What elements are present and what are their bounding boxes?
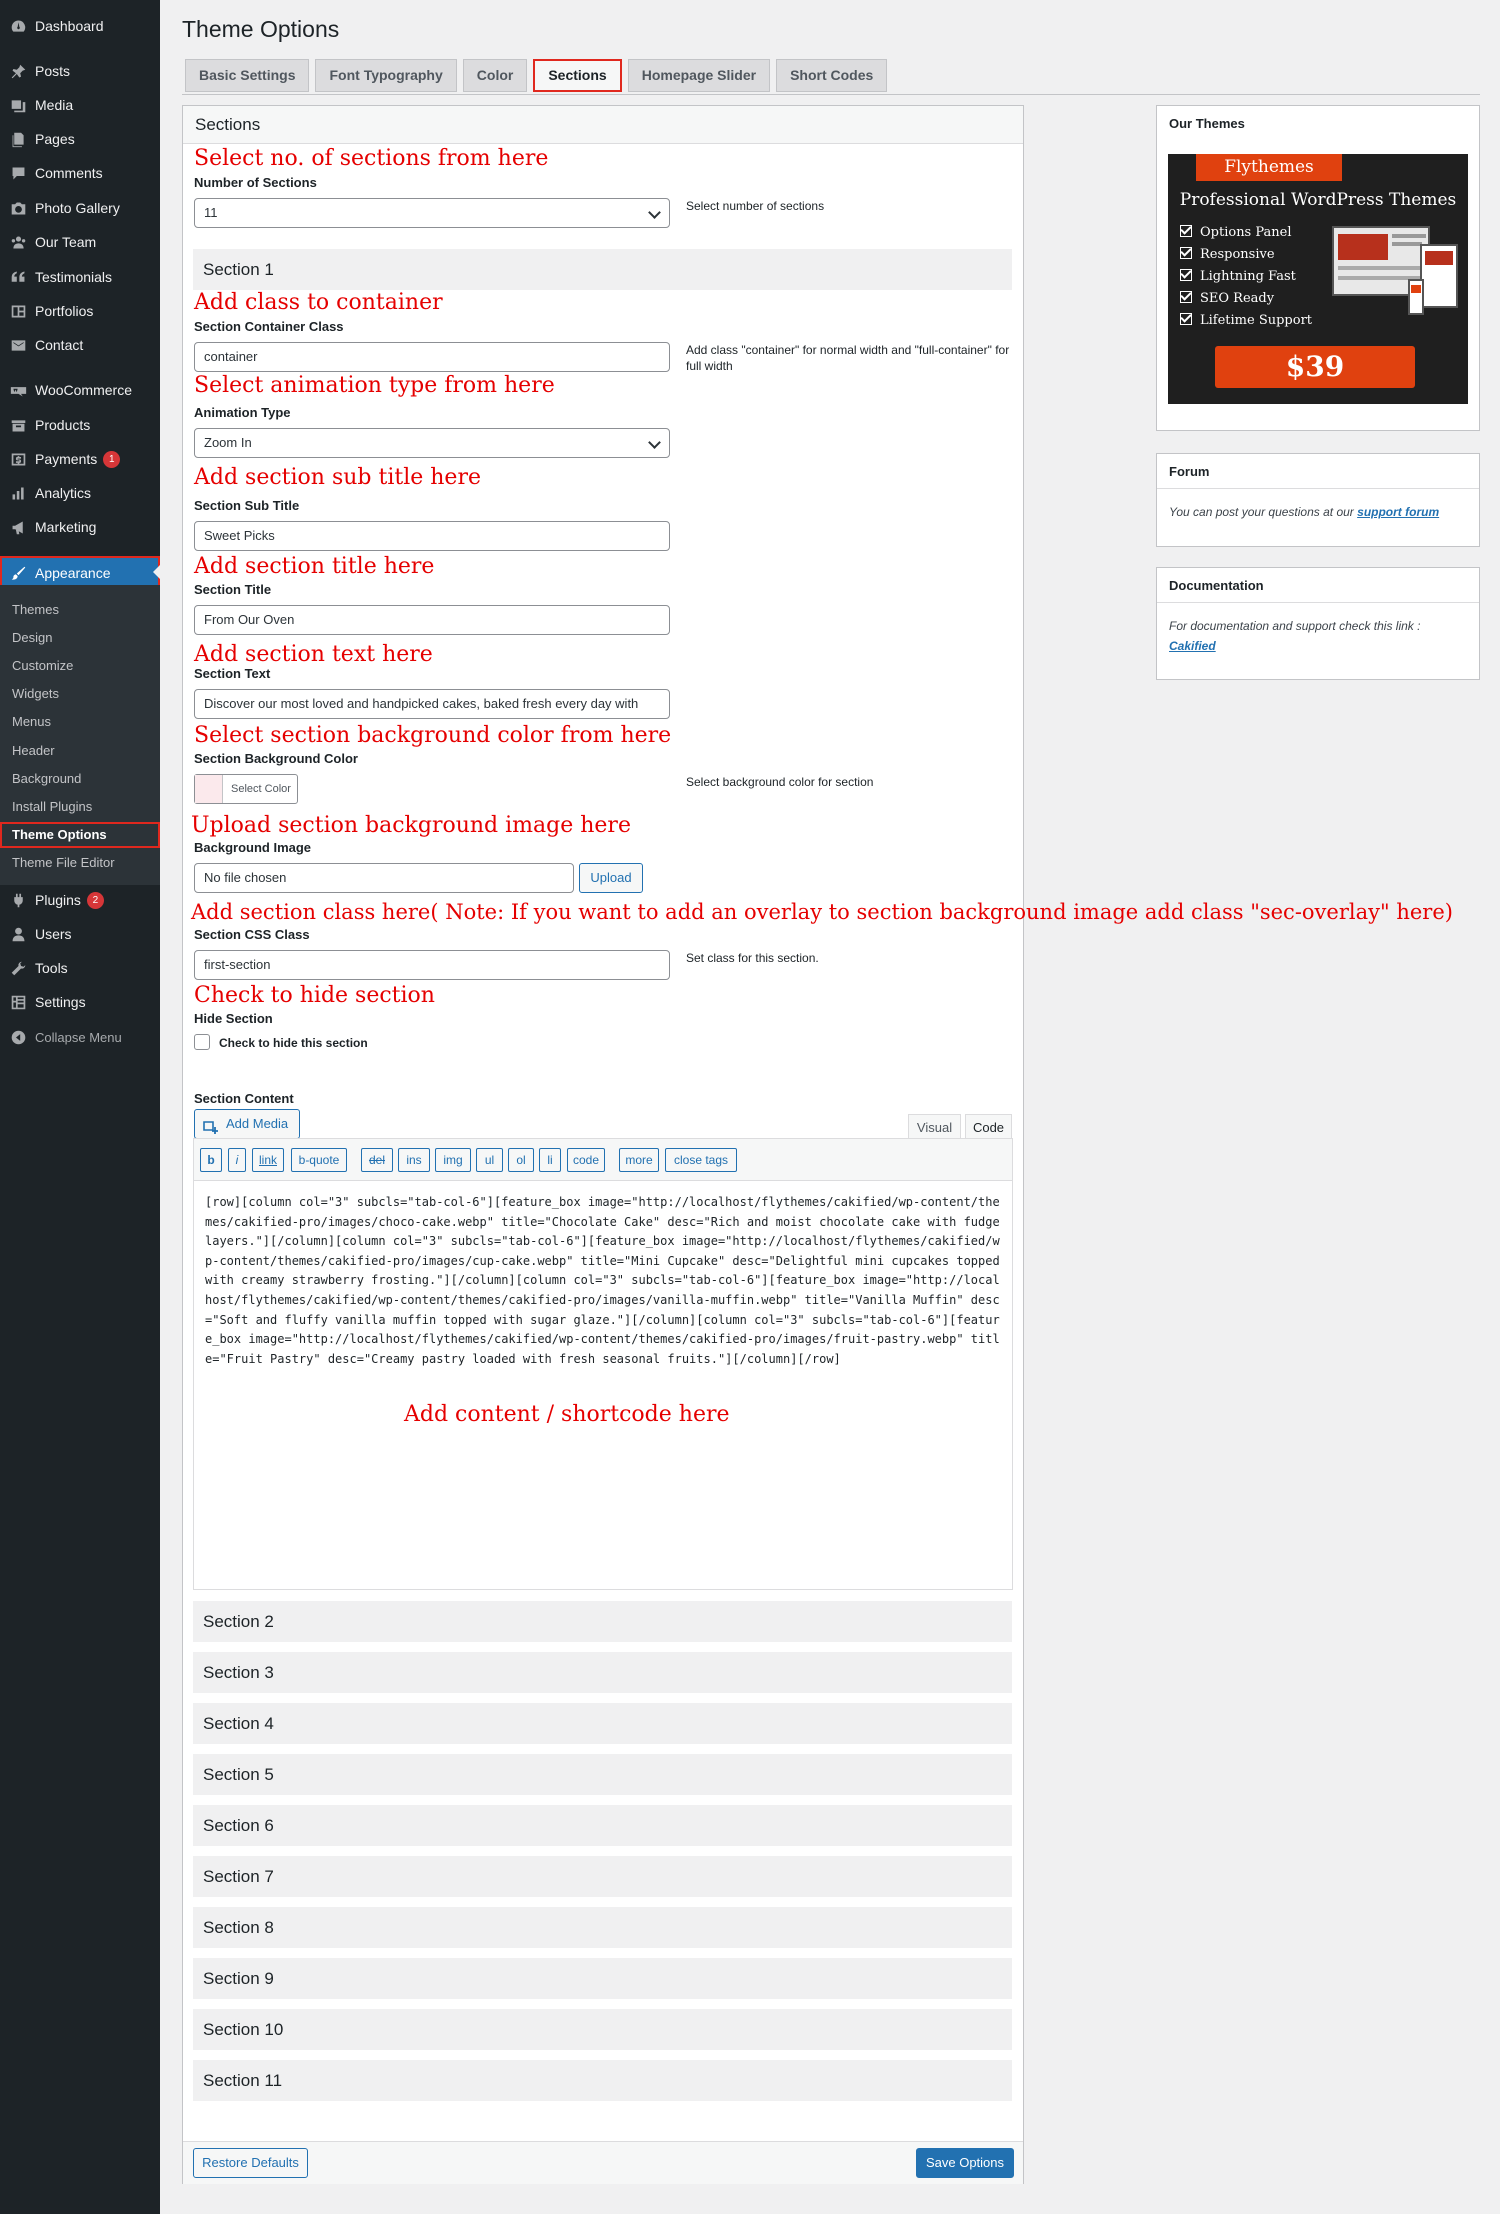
- section-8-header[interactable]: Section 8: [193, 1907, 1012, 1948]
- section-6-header[interactable]: Section 6: [193, 1805, 1012, 1846]
- admin-sidebar: [0, 0, 160, 2214]
- hide-section-checkbox[interactable]: [194, 1034, 210, 1050]
- annotation-cssclass: Add section class here( Note: If you want to add an overlay to section background image add class "sec-overlay" here): [191, 900, 1453, 924]
- banner-headline: Professional WordPress Themes: [1179, 190, 1457, 210]
- quicktag-ul[interactable]: ul: [476, 1148, 503, 1172]
- banner-price: $39: [1215, 346, 1415, 388]
- cakified-docs-link[interactable]: Cakified: [1169, 639, 1216, 653]
- plugins-count-badge: 2: [87, 892, 104, 909]
- save-options-button[interactable]: Save Options: [916, 2148, 1014, 2178]
- number-of-sections-select[interactable]: 11: [194, 198, 670, 228]
- submenu-menus[interactable]: Menus: [12, 714, 52, 729]
- annotation-container: Add class to container: [194, 290, 443, 315]
- select-color-button[interactable]: Select Color: [194, 774, 298, 804]
- checkbox-icon: [1180, 291, 1192, 303]
- container-class-label: Section Container Class: [194, 319, 344, 334]
- menu-appearance[interactable]: Appearance: [0, 556, 160, 590]
- quicktag-close-tags[interactable]: close tags: [665, 1148, 737, 1172]
- quicktag-more[interactable]: more: [619, 1148, 659, 1172]
- add-media-button[interactable]: Add Media: [194, 1109, 300, 1139]
- menu-our-team[interactable]: Our Team: [0, 226, 160, 258]
- tab-basic-settings[interactable]: Basic Settings: [185, 59, 309, 92]
- section-5-header[interactable]: Section 5: [193, 1754, 1012, 1795]
- section-7-header[interactable]: Section 7: [193, 1856, 1012, 1897]
- menu-media[interactable]: Media: [0, 89, 160, 121]
- tablet-mockup-image: [1420, 244, 1458, 308]
- quicktag-li[interactable]: li: [539, 1148, 561, 1172]
- section-3-header[interactable]: Section 3: [193, 1652, 1012, 1693]
- banner-feature: Options Panel: [1180, 224, 1292, 240]
- quicktag-code[interactable]: code: [567, 1148, 605, 1172]
- checkbox-icon: [1180, 225, 1192, 237]
- checkbox-icon: [1180, 269, 1192, 281]
- css-class-hint: Set class for this section.: [686, 951, 819, 965]
- submenu-theme-options[interactable]: Theme Options: [0, 822, 160, 848]
- menu-comments[interactable]: Comments: [0, 157, 160, 189]
- team-icon: [8, 232, 28, 252]
- checkbox-icon: [1180, 313, 1192, 325]
- container-class-hint: Add class "container" for normal width and "full-container" for full width: [686, 343, 1010, 373]
- flythemes-banner[interactable]: [1168, 154, 1468, 404]
- animation-type-select[interactable]: Zoom In: [194, 428, 670, 458]
- panel-footer: [183, 2141, 1023, 2184]
- collapse-menu-button[interactable]: Collapse Menu: [0, 1021, 160, 1053]
- hide-section-checkbox-label: Check to hide this section: [219, 1036, 368, 1050]
- documentation-box: [1156, 567, 1480, 680]
- portfolio-icon: [8, 301, 28, 321]
- menu-photo-gallery[interactable]: Photo Gallery: [0, 192, 160, 224]
- container-class-input[interactable]: container: [194, 342, 670, 372]
- editor-tab-code[interactable]: Code: [965, 1114, 1012, 1140]
- section-9-header[interactable]: Section 9: [193, 1958, 1012, 1999]
- section-content-code: [row][column col="3" subcls="tab-col-6"][feature_box image="http://localhost/flythemes/cakified/wp-content/themes/cakified-pro/images/choco-cake.webp" title="Chocolate Cake" desc="Rich and moist chocolate cake with fudge layers."][/column][column col="3" subcls="tab-col-6"][feature_box image="http://localhost/flythemes/cakified/wp-content/themes/cakified-pro/images/cup-cake.webp" title="Mini Cupcake" desc="Delightful mini cupcakes topped with creamy strawberry frosting."][/column][column col="3" subcls="tab-col-6"][feature_box image="http://localhost/flythemes/cakified/wp-content/themes/cakified-pro/images/vanilla-muffin.webp" title="Vanilla Muffin" desc="Soft and fluffy vanilla muffin topped with sugar glaze."][/column][column col="3" subcls="tab-col-6"][feature_box image="http://localhost/flythemes/cakified/wp-content/themes/cakified-pro/images/fruit-pastry.webp" title="Fruit Pastry" desc="Creamy pastry loaded with fresh seasonal fruits."][/column][/row]: [205, 1195, 1000, 1366]
- section-title-label: Section Title: [194, 582, 272, 597]
- css-class-label: Section CSS Class: [194, 927, 310, 942]
- quicktag-img[interactable]: img: [435, 1148, 471, 1172]
- menu-pages[interactable]: Pages: [0, 123, 160, 155]
- banner-feature: Lifetime Support: [1180, 312, 1312, 328]
- hide-section-label: Hide Section: [194, 1011, 273, 1026]
- menu-products[interactable]: Products: [0, 409, 160, 441]
- payments-icon: [8, 449, 28, 469]
- appearance-submenu: [0, 585, 160, 885]
- woo-icon: [8, 380, 28, 400]
- annotation-bgimage: Upload section background image here: [191, 813, 631, 838]
- products-icon: [8, 415, 28, 435]
- submenu-customize[interactable]: Customize: [12, 658, 74, 673]
- bg-image-label: Background Image: [194, 840, 312, 855]
- menu-tools[interactable]: Tools: [0, 952, 160, 984]
- number-of-sections-hint: Select number of sections: [686, 199, 825, 213]
- tools-icon: [8, 958, 28, 978]
- tab-sections[interactable]: Sections: [533, 59, 621, 92]
- divider: [1157, 602, 1479, 603]
- add-media-icon: [203, 1117, 219, 1131]
- annotation-bgcolor: Select section background color from here: [194, 723, 672, 748]
- menu-users[interactable]: Users: [0, 918, 160, 950]
- submenu-theme-file-editor[interactable]: Theme File Editor: [12, 855, 115, 870]
- section-2-header[interactable]: Section 2: [193, 1601, 1012, 1642]
- pin-icon: [8, 61, 28, 81]
- banner-feature: SEO Ready: [1180, 290, 1274, 306]
- menu-portfolios[interactable]: Portfolios: [0, 295, 160, 327]
- upload-button[interactable]: Upload: [579, 863, 643, 893]
- panel-title: Sections: [195, 115, 261, 134]
- quicktag-del[interactable]: del: [361, 1148, 393, 1172]
- phone-mockup-image: [1408, 279, 1424, 315]
- quicktag-i[interactable]: i: [228, 1148, 246, 1172]
- quicktag-b[interactable]: b: [200, 1148, 222, 1172]
- brush-icon: [8, 563, 28, 583]
- banner-feature: Responsive: [1180, 246, 1275, 262]
- section-10-header[interactable]: Section 10: [193, 2009, 1012, 2050]
- bg-color-hint: Select background color for section: [686, 775, 874, 789]
- checkbox-icon: [1180, 247, 1192, 259]
- section-title-input[interactable]: From Our Oven: [194, 605, 670, 635]
- settings-icon: [8, 992, 28, 1012]
- mail-icon: [8, 335, 28, 355]
- forum-title: Forum: [1169, 464, 1210, 479]
- our-themes-box: [1156, 105, 1480, 431]
- annotation-content: Add content / shortcode here: [404, 1402, 730, 1427]
- annotation-subtitle: Add section sub title here: [194, 465, 481, 490]
- tab-homepage-slider[interactable]: Homepage Slider: [628, 59, 770, 92]
- number-of-sections-label: Number of Sections: [194, 175, 317, 190]
- annotation-title: Add section title here: [194, 554, 435, 579]
- annotation-animation: Select animation type from here: [194, 373, 555, 398]
- section-1-header[interactable]: Section 1: [193, 249, 1012, 290]
- tabs-divider: [182, 94, 1480, 95]
- sub-title-label: Section Sub Title: [194, 498, 300, 513]
- plugins-icon: [8, 890, 28, 910]
- submenu-themes[interactable]: Themes: [12, 602, 59, 617]
- menu-posts[interactable]: Posts: [0, 55, 160, 87]
- section-text-label: Section Text: [194, 666, 271, 681]
- support-forum-link[interactable]: support forum: [1357, 505, 1440, 519]
- submenu-background[interactable]: Background: [12, 771, 82, 786]
- menu-dashboard[interactable]: Dashboard: [0, 10, 160, 42]
- quicktag-b-quote[interactable]: b-quote: [291, 1148, 347, 1172]
- bg-image-field[interactable]: No file chosen: [194, 863, 574, 893]
- quote-icon: [8, 267, 28, 287]
- menu-marketing[interactable]: Marketing: [0, 511, 160, 543]
- our-themes-title: Our Themes: [1169, 116, 1245, 131]
- quicktag-ins[interactable]: ins: [398, 1148, 430, 1172]
- submenu-widgets[interactable]: Widgets: [12, 686, 59, 701]
- users-icon: [8, 924, 28, 944]
- documentation-title: Documentation: [1169, 578, 1264, 593]
- quicktag-ol[interactable]: ol: [508, 1148, 534, 1172]
- menu-analytics[interactable]: Analytics: [0, 477, 160, 509]
- menu-payments[interactable]: Payments 1: [0, 443, 160, 475]
- annotation-hide: Check to hide section: [194, 983, 435, 1008]
- gallery-icon: [8, 198, 28, 218]
- submenu-header[interactable]: Header: [12, 743, 55, 758]
- banner-feature: Lightning Fast: [1180, 268, 1296, 284]
- annotation-text: Add section text here: [194, 642, 433, 667]
- page-title: Theme Options: [182, 16, 340, 42]
- menu-settings[interactable]: Settings: [0, 986, 160, 1018]
- css-class-input[interactable]: first-section: [194, 950, 670, 980]
- tab-color[interactable]: Color: [463, 59, 528, 92]
- menu-woocommerce[interactable]: WooCommerce: [0, 374, 160, 406]
- tab-short-codes[interactable]: Short Codes: [776, 59, 887, 92]
- panel-header: [183, 106, 1023, 144]
- quicktag-link[interactable]: link: [252, 1148, 284, 1172]
- collapse-icon: [8, 1027, 28, 1047]
- section-4-header[interactable]: Section 4: [193, 1703, 1012, 1744]
- animation-type-label: Animation Type: [194, 405, 291, 420]
- submenu-design[interactable]: Design: [12, 630, 53, 645]
- section-text-input[interactable]: Discover our most loved and handpicked cakes, baked fresh every day with: [194, 689, 670, 719]
- dashboard-icon: [8, 16, 28, 36]
- divider: [1157, 488, 1479, 489]
- menu-plugins[interactable]: Plugins 2: [0, 884, 160, 916]
- code-editor-textarea[interactable]: [193, 1180, 1013, 1590]
- bg-color-label: Section Background Color: [194, 751, 358, 766]
- media-icon: [8, 95, 28, 115]
- documentation-text: For documentation and support check this link : Cakified: [1169, 619, 1421, 653]
- menu-contact[interactable]: Contact: [0, 329, 160, 361]
- pages-icon: [8, 129, 28, 149]
- options-tabs: [185, 59, 893, 94]
- annotation-num-sections: Select no. of sections from here: [194, 146, 549, 171]
- payments-count-badge: 1: [103, 451, 120, 468]
- forum-box: [1156, 453, 1480, 547]
- section-content-label: Section Content: [194, 1091, 294, 1106]
- tab-font-typography[interactable]: Font Typography: [315, 59, 456, 92]
- analytics-icon: [8, 483, 28, 503]
- menu-testimonials[interactable]: Testimonials: [0, 261, 160, 293]
- forum-text: You can post your questions at our support forum: [1169, 505, 1440, 519]
- comments-icon: [8, 163, 28, 183]
- color-swatch: [195, 775, 223, 803]
- restore-defaults-button[interactable]: Restore Defaults: [193, 2148, 308, 2178]
- banner-brand: Flythemes: [1196, 154, 1342, 181]
- section-11-header[interactable]: Section 11: [193, 2060, 1012, 2101]
- megaphone-icon: [8, 517, 28, 537]
- sub-title-input[interactable]: Sweet Picks: [194, 521, 670, 551]
- editor-tab-visual[interactable]: Visual: [908, 1114, 961, 1140]
- submenu-install-plugins[interactable]: Install Plugins: [12, 799, 93, 814]
